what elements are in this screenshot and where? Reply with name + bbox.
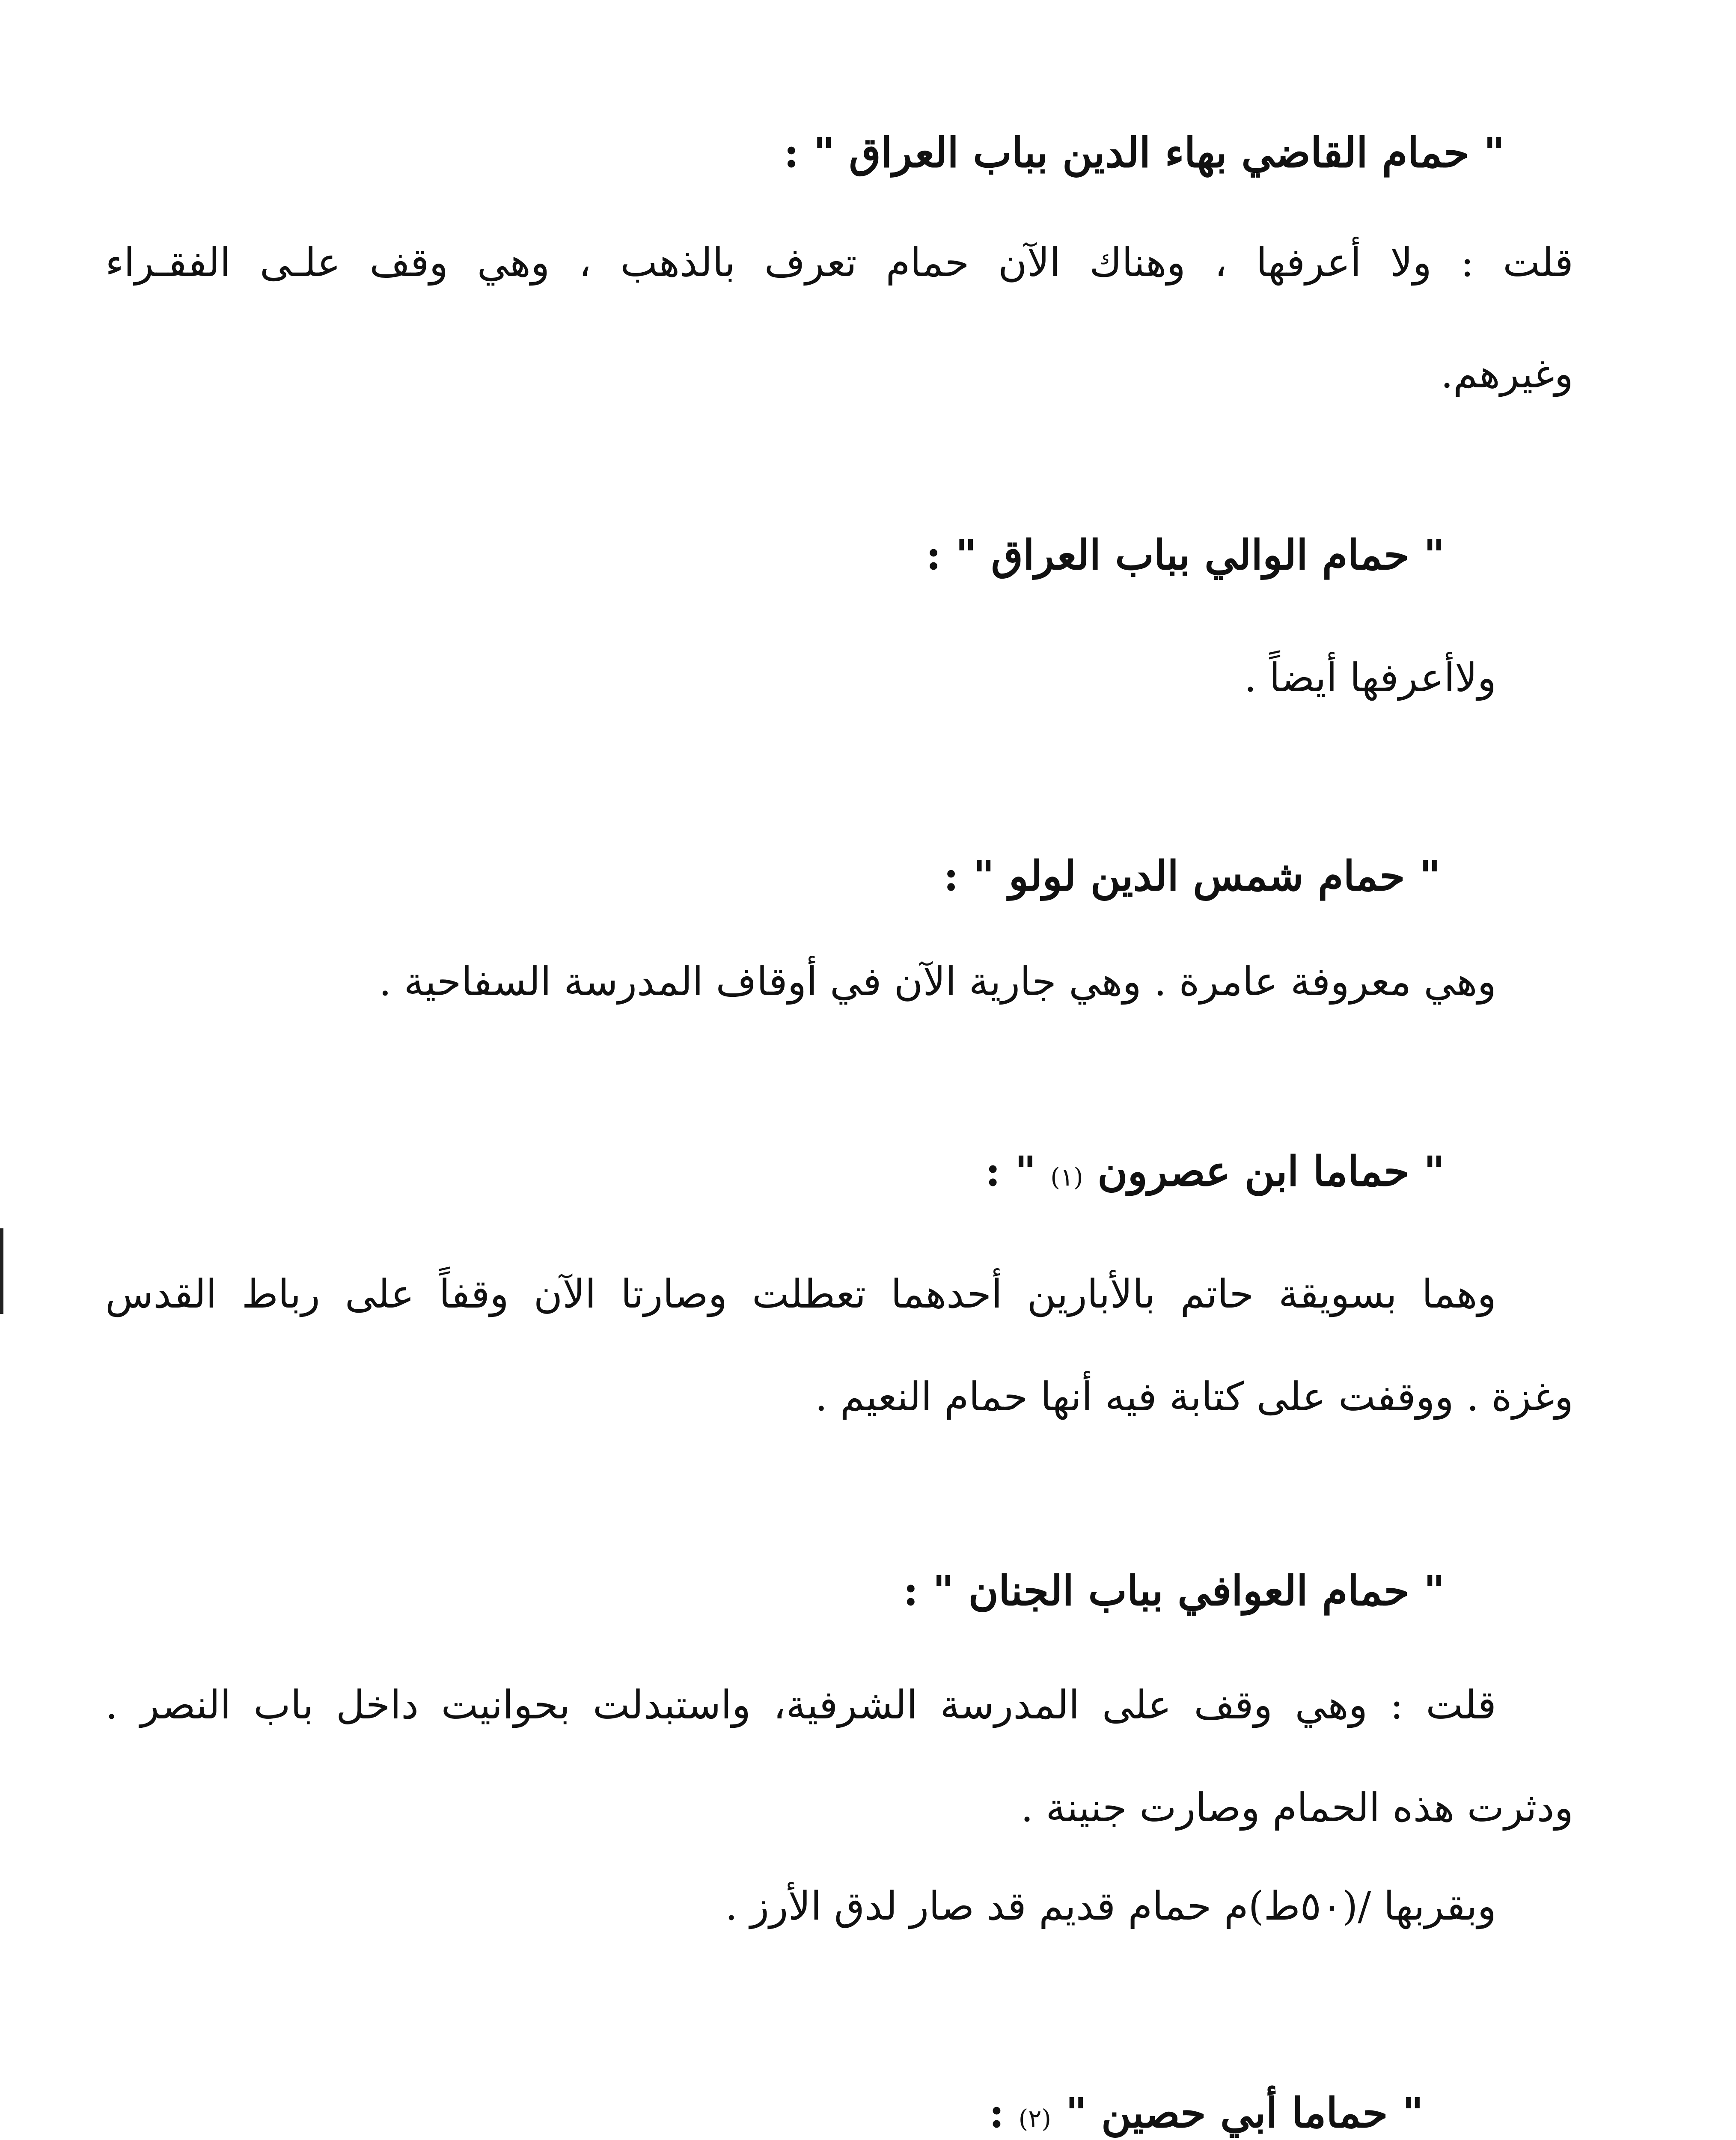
quote-close: "	[1065, 2089, 1101, 2137]
quote-close: " :	[926, 531, 991, 579]
paragraph-line: قلت : ولا أعرفها ، وهناك الآن حمام تعرف بالذهب ، وهي وقف علـى الفقـراء	[105, 240, 1573, 285]
paragraph-line: وغزة . ووقفت على كتابة فيه أنها حمام النعيم .	[815, 1374, 1573, 1420]
quote-close: " :	[903, 1566, 969, 1615]
section-heading	[784, 128, 1505, 177]
paragraph-line: وبقربها /(٥٠ط)م حمام قديم قد صار لدق الأرز .	[725, 1883, 1496, 1929]
quote-open: "	[1469, 128, 1505, 177]
section-heading	[926, 531, 1445, 579]
heading-title: حمام العوافي بباب الجنان	[968, 1566, 1409, 1615]
quote-open: "	[1405, 852, 1441, 900]
quote-open: "	[1409, 531, 1445, 579]
footnote-ref: (١)	[1050, 1162, 1083, 1192]
quote-close: " :	[943, 852, 1009, 900]
paragraph-line: وهي معروفة عامرة . وهي جارية الآن في أوقاف المدرسة السفاحية .	[379, 959, 1496, 1005]
quote-open: "	[1388, 2089, 1424, 2137]
scan-mark	[0, 1228, 3, 1314]
colon: :	[989, 2089, 1019, 2137]
quote-close: " :	[784, 128, 849, 177]
heading-title: حمام القاضي بهاء الدين بباب العراق	[849, 128, 1469, 177]
paragraph-line: قلت : وهي وقف على المدرسة الشرفية، واستبدلت بحوانيت داخل باب النصر .	[105, 1682, 1497, 1728]
quote-open: "	[1409, 1566, 1445, 1615]
heading-title: حمام الوالي بباب العراق	[991, 531, 1409, 579]
paragraph-line: ودثرت هذه الحمام وصارت جنينة .	[1020, 1785, 1573, 1831]
section-heading	[903, 1566, 1445, 1615]
heading-title: حماما ابن عصرون	[1097, 1147, 1409, 1195]
footnote-ref: (٢)	[1018, 2104, 1052, 2133]
paragraph-line: ولاأعرفها أيضاً .	[1244, 655, 1496, 701]
heading-title: حماما أبي حصين	[1101, 2089, 1388, 2137]
quote-close: " :	[985, 1147, 1051, 1195]
quote-open: "	[1409, 1147, 1445, 1195]
paragraph-line: وغيرهم.	[1440, 351, 1573, 397]
section-heading	[943, 852, 1441, 900]
heading-title: حمام شمس الدين لولو	[1008, 852, 1405, 900]
section-heading	[985, 1147, 1445, 1195]
paragraph-line: وهما بسويقة حاتم بالأبارين أحدهما تعطلت وصارتا الآن وقفاً على رباط القدس	[105, 1271, 1496, 1317]
section-heading	[989, 2089, 1424, 2137]
